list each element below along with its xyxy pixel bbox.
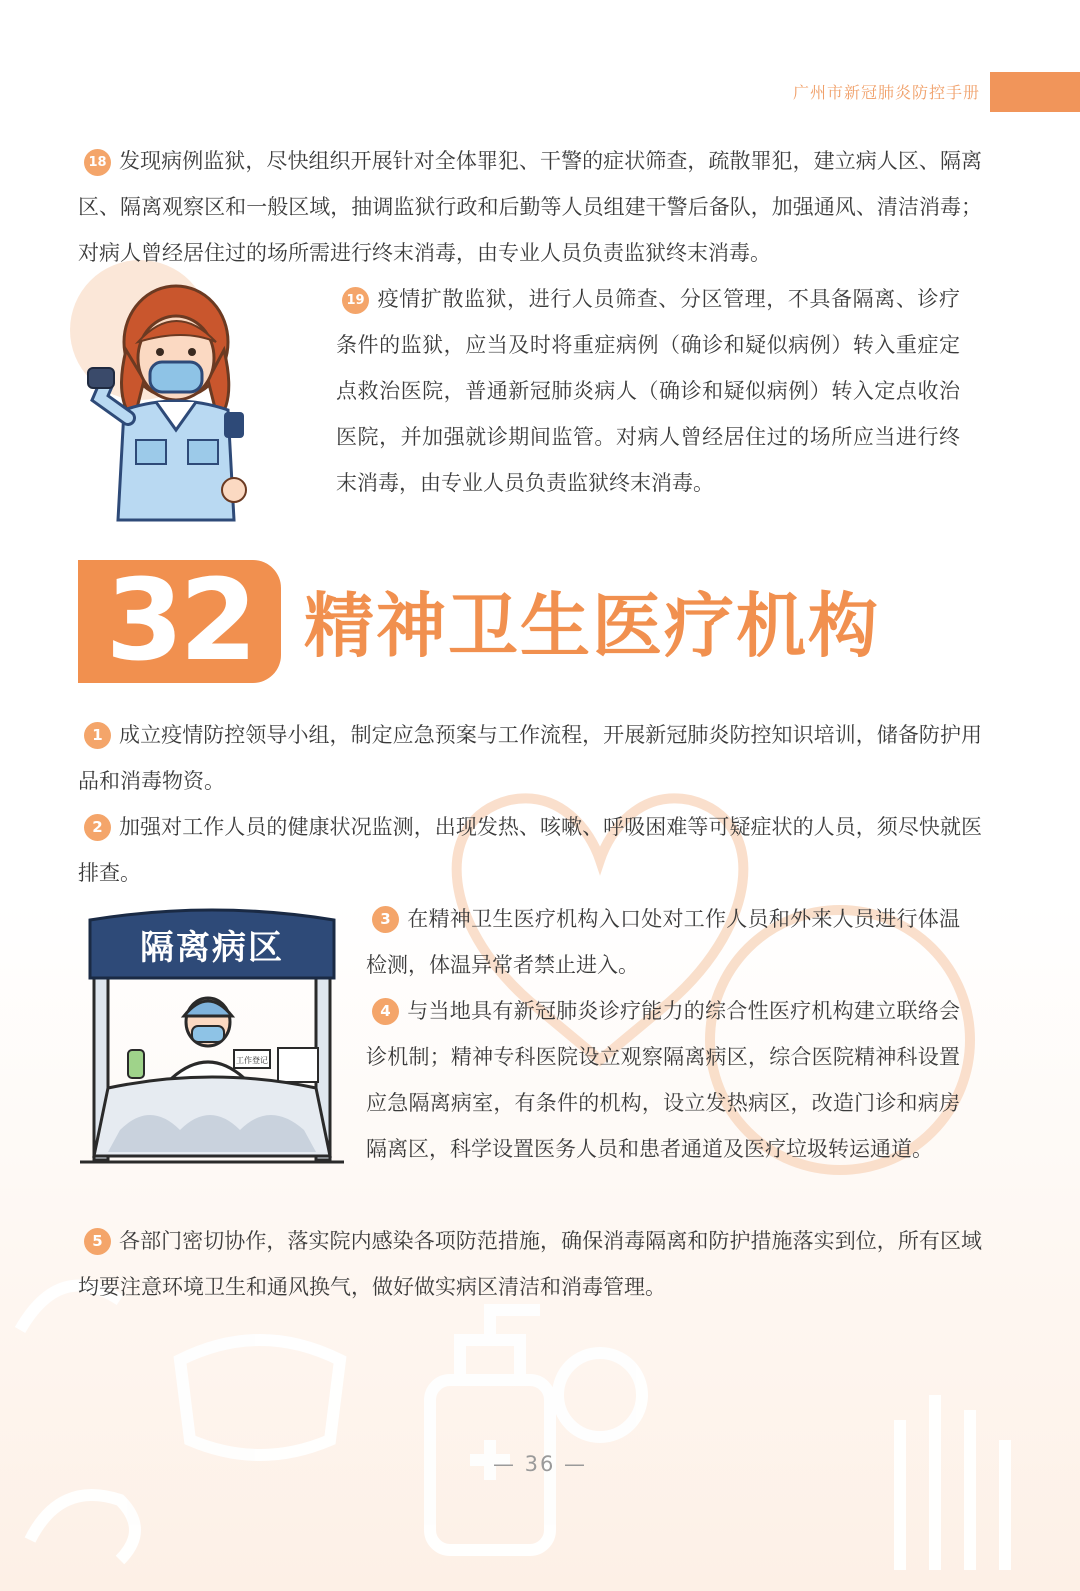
chest-pocket-shape: [136, 440, 166, 464]
isolation-ward-illustration: [80, 900, 350, 1180]
item-number-badge: 5: [84, 1228, 111, 1255]
list-item: [366, 988, 960, 1172]
item-number-badge: 19: [342, 287, 369, 314]
list-item: [78, 1218, 982, 1310]
bottle-pump-decoration: [460, 1310, 540, 1380]
ward-sign-text: 隔离病区: [140, 928, 284, 968]
worker-cap-shape: [184, 1001, 232, 1016]
item-number-badge: 18: [84, 149, 111, 176]
item-text: 与当地具有新冠肺炎诊疗能力的综合性医疗机构建立联络会诊机制；精神专科医院设立观察隔离病区，综合医院精神科设置应急隔离病室，有条件的机构，设立发热病区，改造门诊和病房隔离区，科学设置医务人员和患者通道及医疗垃圾转运通道。: [366, 999, 960, 1161]
paper-stack-shape: [278, 1048, 318, 1082]
thermometer-gun-shape: [88, 368, 114, 388]
section-heading: [78, 556, 978, 690]
list-item: [78, 138, 982, 276]
item-text: 疫情扩散监狱，进行人员筛查、分区管理，不具备隔离、诊疗条件的监狱，应当及时将重症病例（确诊和疑似病例）转入重症定点救治医院，普通新冠肺炎病人（确诊和疑似病例）转入定点收治医院，并加强就诊期间监管。对病人曾经居住过的场所应当进行终末消毒，由专业人员负责监狱终末消毒。: [336, 287, 960, 495]
item-number-badge: 3: [372, 906, 399, 933]
item-text: 在精神卫生医疗机构入口处对工作人员和外来人员进行体温检测，体温异常者禁止进入。: [366, 907, 960, 977]
item-text: 发现病例监狱，尽快组织开展针对全体罪犯、干警的症状筛查，疏散罪犯，建立病人区、隔离区、隔离观察区和一般区域，抽调监狱行政和后勤等人员组建干警后备队，加强通风、清洁消毒；对病人曾经居住过的场所需进行终末消毒，由专业人员负责监狱终末消毒。: [78, 149, 982, 265]
shoulder-badge-shape: [224, 412, 244, 438]
item-number-badge: 4: [372, 998, 399, 1025]
list-item: [78, 804, 982, 896]
gear-decoration: [558, 1353, 642, 1437]
list-item: [336, 276, 960, 506]
worker-mask-shape: [192, 1026, 224, 1042]
hand-shape: [222, 478, 246, 502]
item-text: 成立疫情防控领导小组，制定应急预案与工作流程，开展新冠肺炎防控知识培训，储备防护用品和消毒物资。: [78, 723, 982, 793]
thermometer-decoration: [30, 1495, 135, 1560]
item-number-badge: 1: [84, 722, 111, 749]
list-item: [366, 896, 960, 988]
header-accent-bar: [990, 72, 1080, 112]
item-text: 各部门密切协作，落实院内感染各项防范措施，确保消毒隔离和防护措施落实到位，所有区域均要注意环境卫生和通风换气，做好做实病区清洁和消毒管理。: [78, 1229, 982, 1299]
running-header-title: 广州市新冠肺炎防控手册: [792, 83, 980, 102]
face-mask-shape: [150, 362, 202, 392]
prison-officer-illustration: [84, 280, 264, 530]
chest-pocket-shape: [188, 440, 218, 464]
hand-decoration: [900, 1395, 1005, 1570]
item-number-badge: 2: [84, 814, 111, 841]
counter-shadow-shape: [108, 1115, 316, 1152]
left-eye-shape: [156, 348, 164, 356]
right-eye-shape: [188, 348, 196, 356]
mask-decoration: [180, 1340, 340, 1455]
desk-plate-label: 工作登记: [236, 1056, 268, 1065]
section-title: 精神卫生医疗机构: [304, 585, 880, 667]
item-text: 加强对工作人员的健康状况监测，出现发热、咳嗽、呼吸困难等可疑症状的人员，须尽快就医排查。: [78, 815, 982, 885]
page-number: — 36 —: [492, 1452, 588, 1476]
sanitizer-bottle-shape: [128, 1050, 144, 1078]
section-number: 32: [105, 556, 254, 686]
list-item: [78, 712, 982, 804]
